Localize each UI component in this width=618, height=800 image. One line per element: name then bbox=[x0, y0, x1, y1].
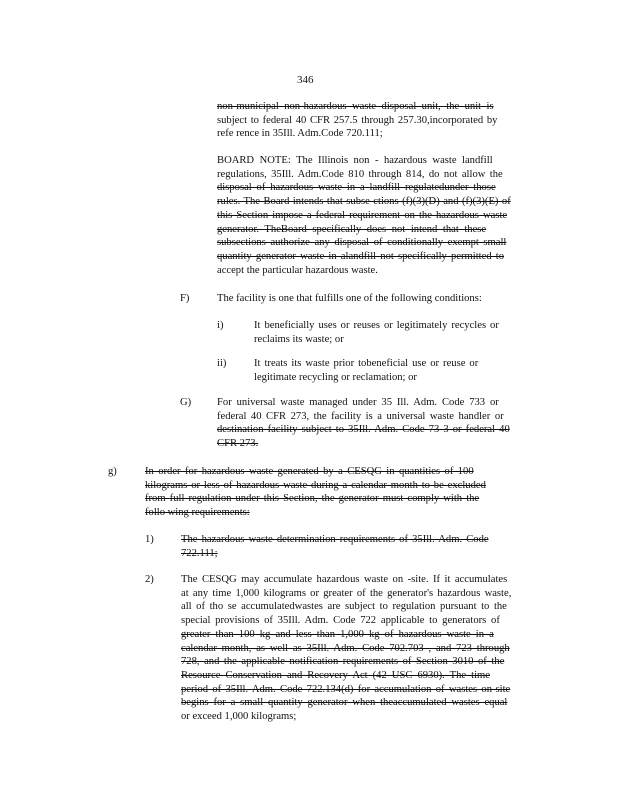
struck-text-line: non-municipal non-hazardous waste disposal unit, the unit is bbox=[217, 101, 494, 112]
text-line: federal 40 CFR 273, the facility is a universal waste handler or bbox=[217, 410, 504, 422]
struck-text-line: kilograms or less of hazardous waste during a calendar month to be excluded bbox=[145, 479, 486, 491]
struck-text-line: subsections authorize any disposal of conditionally exempt small bbox=[217, 237, 507, 249]
struck-text-line: follo wing requirements: bbox=[145, 507, 250, 519]
item-label-F: F) bbox=[180, 293, 190, 304]
item-label-i: i) bbox=[217, 320, 224, 331]
text-line: The facility is one that fulfills one of the following conditions: bbox=[217, 293, 482, 304]
struck-text-line: begins for a small quantity generator when theaccumulated wastes equal bbox=[181, 697, 508, 709]
struck-text-line: generator. TheBoard specifically does not intend that these bbox=[217, 223, 487, 235]
text-line: all of tho se accumulatedwastes are subject to regulation pursuant to the bbox=[181, 601, 507, 613]
text-line: at any time 1,000 kilograms or greater of the generator's hazardous waste, bbox=[181, 587, 512, 599]
item-label-1: 1) bbox=[145, 534, 154, 545]
struck-text-line: Resource Conservation and Recovery Act (42 USC 6930). The time bbox=[181, 669, 490, 681]
struck-text-line: destination facility subject to 35Ill. Adm. Code 73 3 or federal 40 bbox=[217, 424, 510, 436]
text-line: legitimate recycling or reclamation; or bbox=[254, 371, 417, 383]
struck-text-line: disposal of hazardous waste in a landfill regulatedunder those bbox=[217, 182, 496, 194]
struck-text-line: 722.111; bbox=[181, 547, 218, 559]
struck-text-line: 728, and the applicable notification requirements of Section 3010 of the bbox=[181, 656, 505, 668]
struck-text-line: The hazardous waste determination requirements of 35Ill. Adm. Code bbox=[181, 534, 489, 545]
text-line: regulations, 35Ill. Adm.Code 810 through 814, do not allow the bbox=[217, 168, 503, 180]
text-line: or exceed 1,000 kilograms; bbox=[181, 711, 297, 722]
item-label-G: G) bbox=[180, 397, 192, 408]
struck-text-line: period of 35Ill. Adm. Code 722.134(d) for accumulation of wastes on-site bbox=[181, 683, 511, 695]
text-line: It beneficially uses or reuses or legitimately recycles or bbox=[254, 320, 499, 331]
struck-text-line: rules. The Board intends that subse ctions (f)(3)(D) and (f)(3)(E) of bbox=[217, 196, 511, 208]
item-label-ii: ii) bbox=[217, 358, 227, 369]
struck-text-line: this Section impose a federal requirement on the hazardous waste bbox=[217, 209, 508, 221]
item-label-2: 2) bbox=[145, 574, 154, 585]
text-line: reclaims its waste; or bbox=[254, 333, 344, 345]
text-line: special provisions of 35Ill. Adm. Code 722 applicable to generators of bbox=[181, 615, 500, 627]
text-line: BOARD NOTE: The Illinois non - hazardous waste landfill bbox=[217, 155, 493, 166]
text-line: The CESQG may accumulate hazardous waste on -site. If it accumulates bbox=[181, 574, 508, 585]
text-line: refe rence in 35Ill. Adm.Code 720.111; bbox=[217, 128, 383, 140]
text-line: It treats its waste prior tobeneficial use or reuse or bbox=[254, 358, 479, 369]
struck-text-line: In order for hazardous waste generated by a CESQG in quantities of 100 bbox=[145, 466, 474, 477]
text-line: For universal waste managed under 35 Ill. Adm. Code 733 or bbox=[217, 397, 499, 408]
text-line: accept the particular hazardous waste. bbox=[217, 264, 378, 276]
struck-text-line: quantity generator waste in alandfill not specifically permitted to bbox=[217, 250, 505, 262]
text-line: subject to federal 40 CFR 257.5 through 257.30,incorporated by bbox=[217, 114, 498, 126]
struck-text-line: from full regulation under this Section, the generator must comply with the bbox=[145, 493, 480, 505]
struck-text-line: greater than 100 kg and less than 1,000 kg of hazardous waste in a bbox=[181, 628, 494, 640]
struck-text-line: CFR 273. bbox=[217, 438, 259, 450]
item-label-g: g) bbox=[108, 466, 117, 477]
page-number: 346 bbox=[297, 74, 314, 86]
struck-text-line: calendar month, as well as 35Ill. Adm. Code 702.703 , and 723 through bbox=[181, 642, 510, 654]
